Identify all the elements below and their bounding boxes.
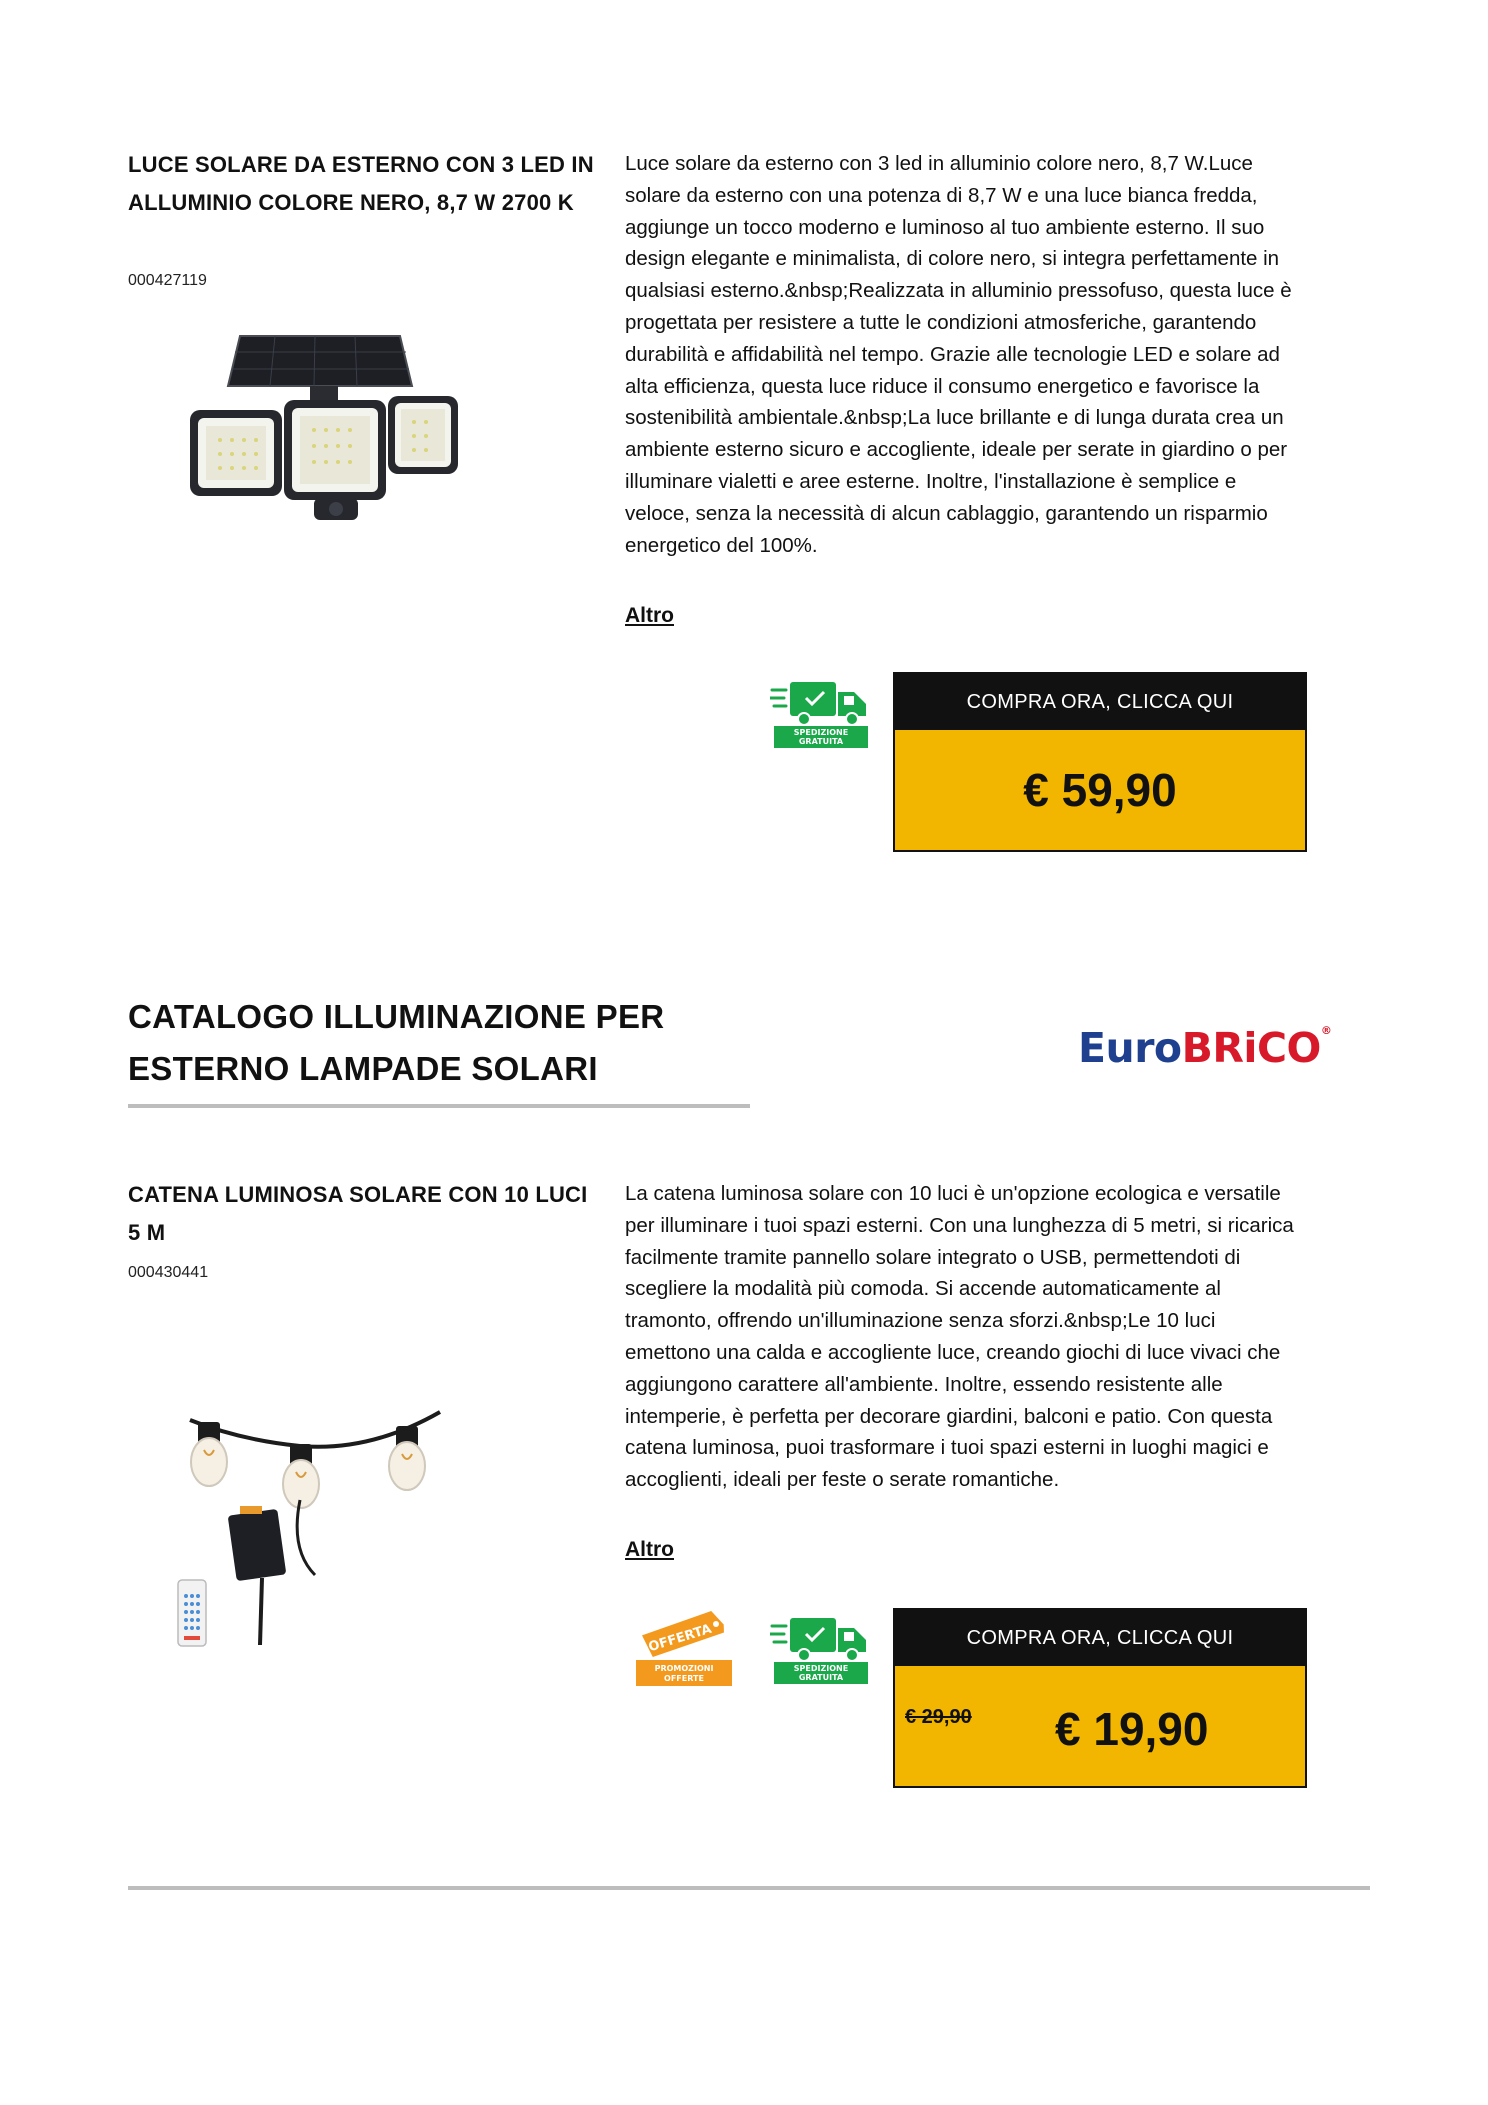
offer-line-2: OFFERTE (664, 1674, 704, 1683)
page-divider (128, 1886, 1370, 1890)
badge-line-1: SPEDIZIONE (793, 728, 849, 737)
free-shipping-badge (770, 1612, 870, 1684)
truck-icon (770, 682, 866, 725)
old-price: € 29,90 (905, 1706, 972, 1728)
price-tag-icon (641, 1611, 724, 1658)
product-code: 000430441 (128, 1264, 209, 1281)
more-link[interactable]: Altro (625, 604, 674, 627)
badge-line-1: SPEDIZIONE (793, 1664, 849, 1673)
offer-line-1: PROMOZIONI (654, 1664, 714, 1673)
product-code: 000427119 (128, 272, 207, 289)
more-link[interactable]: Altro (625, 1538, 674, 1561)
product-title: LUCE SOLARE DA ESTERNO CON 3 LED IN ALLUMINIO COLORE NERO, 8,7 W 2700 K (128, 152, 594, 215)
badge-line-2: GRATUITA (798, 1673, 844, 1682)
badge-line-2: GRATUITA (798, 737, 844, 746)
offer-label: OFFERTA (646, 1621, 714, 1656)
product-description: La catena luminosa solare con 10 luci è un'opzione ecologica e versatile per illuminare i tuoi spazi esterni. Con una lunghezza di 5 metri, si ricarica facilmente tramite pannello solare integrato o USB, permettendoti di scegliere la modalità più comoda. Si accende automaticamente al tramonto, offrendo un'illuminazione senza sforzi.&nbsp;Le 10 luci emettono una calda e accogliente luce, creando giochi di luce vivaci che aggiungono carattere all'ambiente. Inoltre, essendo resistente alle intemperie, è perfetta per decorare giardini, balconi e patio. Con questa catena luminosa, puoi trasformare i tuoi spazi esterni in luoghi magici e accoglienti, ideali per feste o serate romantiche. (625, 1182, 1294, 1492)
product-title: CATENA LUMINOSA SOLARE CON 10 LUCI 5 M (128, 1182, 588, 1245)
buy-now-label: COMPRA ORA, CLICCA QUI (895, 1610, 1305, 1666)
offer-badge (632, 1608, 742, 1688)
brand-logo-part2: BRiCO (1181, 1024, 1321, 1072)
product-description: Luce solare da esterno con 3 led in alluminio colore nero, 8,7 W.Luce solare da esterno con una potenza di 8,7 W e una luce bianca fredda, aggiunge un tocco moderno e luminoso al tuo ambiente esterno. Il suo design elegante e minimalista, di colore nero, si integra perfettamente in qualsiasi esterno.&nbsp;Realizzata in alluminio pressofuso, questa luce è progettata per resistere a tutte le condizioni atmosferiche, garantendo durabilità e affidabilità nel tempo. Grazie alle tecnologie LED e solare ad alta efficienza, questa luce riduce il consumo energetico e favorisce la sostenibilità ambientale.&nbsp;La luce brillante e di lunga durata crea un ambiente esterno sicuro e accogliente, ideale per serate in giardino o per illuminare vialetti e aree esterne. Inoltre, l'installazione è semplice e veloce, senza la necessità di alcun cablaggio, garantendo un risparmio energetico del 100%. (625, 152, 1292, 557)
product-image-string-lights (170, 1400, 470, 1660)
brand-registered-mark: ® (1320, 1024, 1332, 1037)
product-image-solar-light (180, 330, 480, 530)
free-shipping-badge (770, 676, 870, 748)
truck-icon (770, 1618, 866, 1661)
title-underline (128, 1104, 750, 1108)
price: € 59,90 (1023, 764, 1177, 816)
buy-now-button[interactable] (893, 672, 1307, 852)
buy-now-button[interactable] (893, 1608, 1307, 1788)
price: € 19,90 (1055, 1703, 1209, 1755)
catalog-title: CATALOGO ILLUMINAZIONE PER ESTERNO LAMPADE SOLARI (128, 998, 665, 1087)
brand-logo (1078, 1024, 1331, 1072)
brand-logo-part1: Euro (1078, 1024, 1182, 1072)
buy-now-label: COMPRA ORA, CLICCA QUI (895, 674, 1305, 730)
